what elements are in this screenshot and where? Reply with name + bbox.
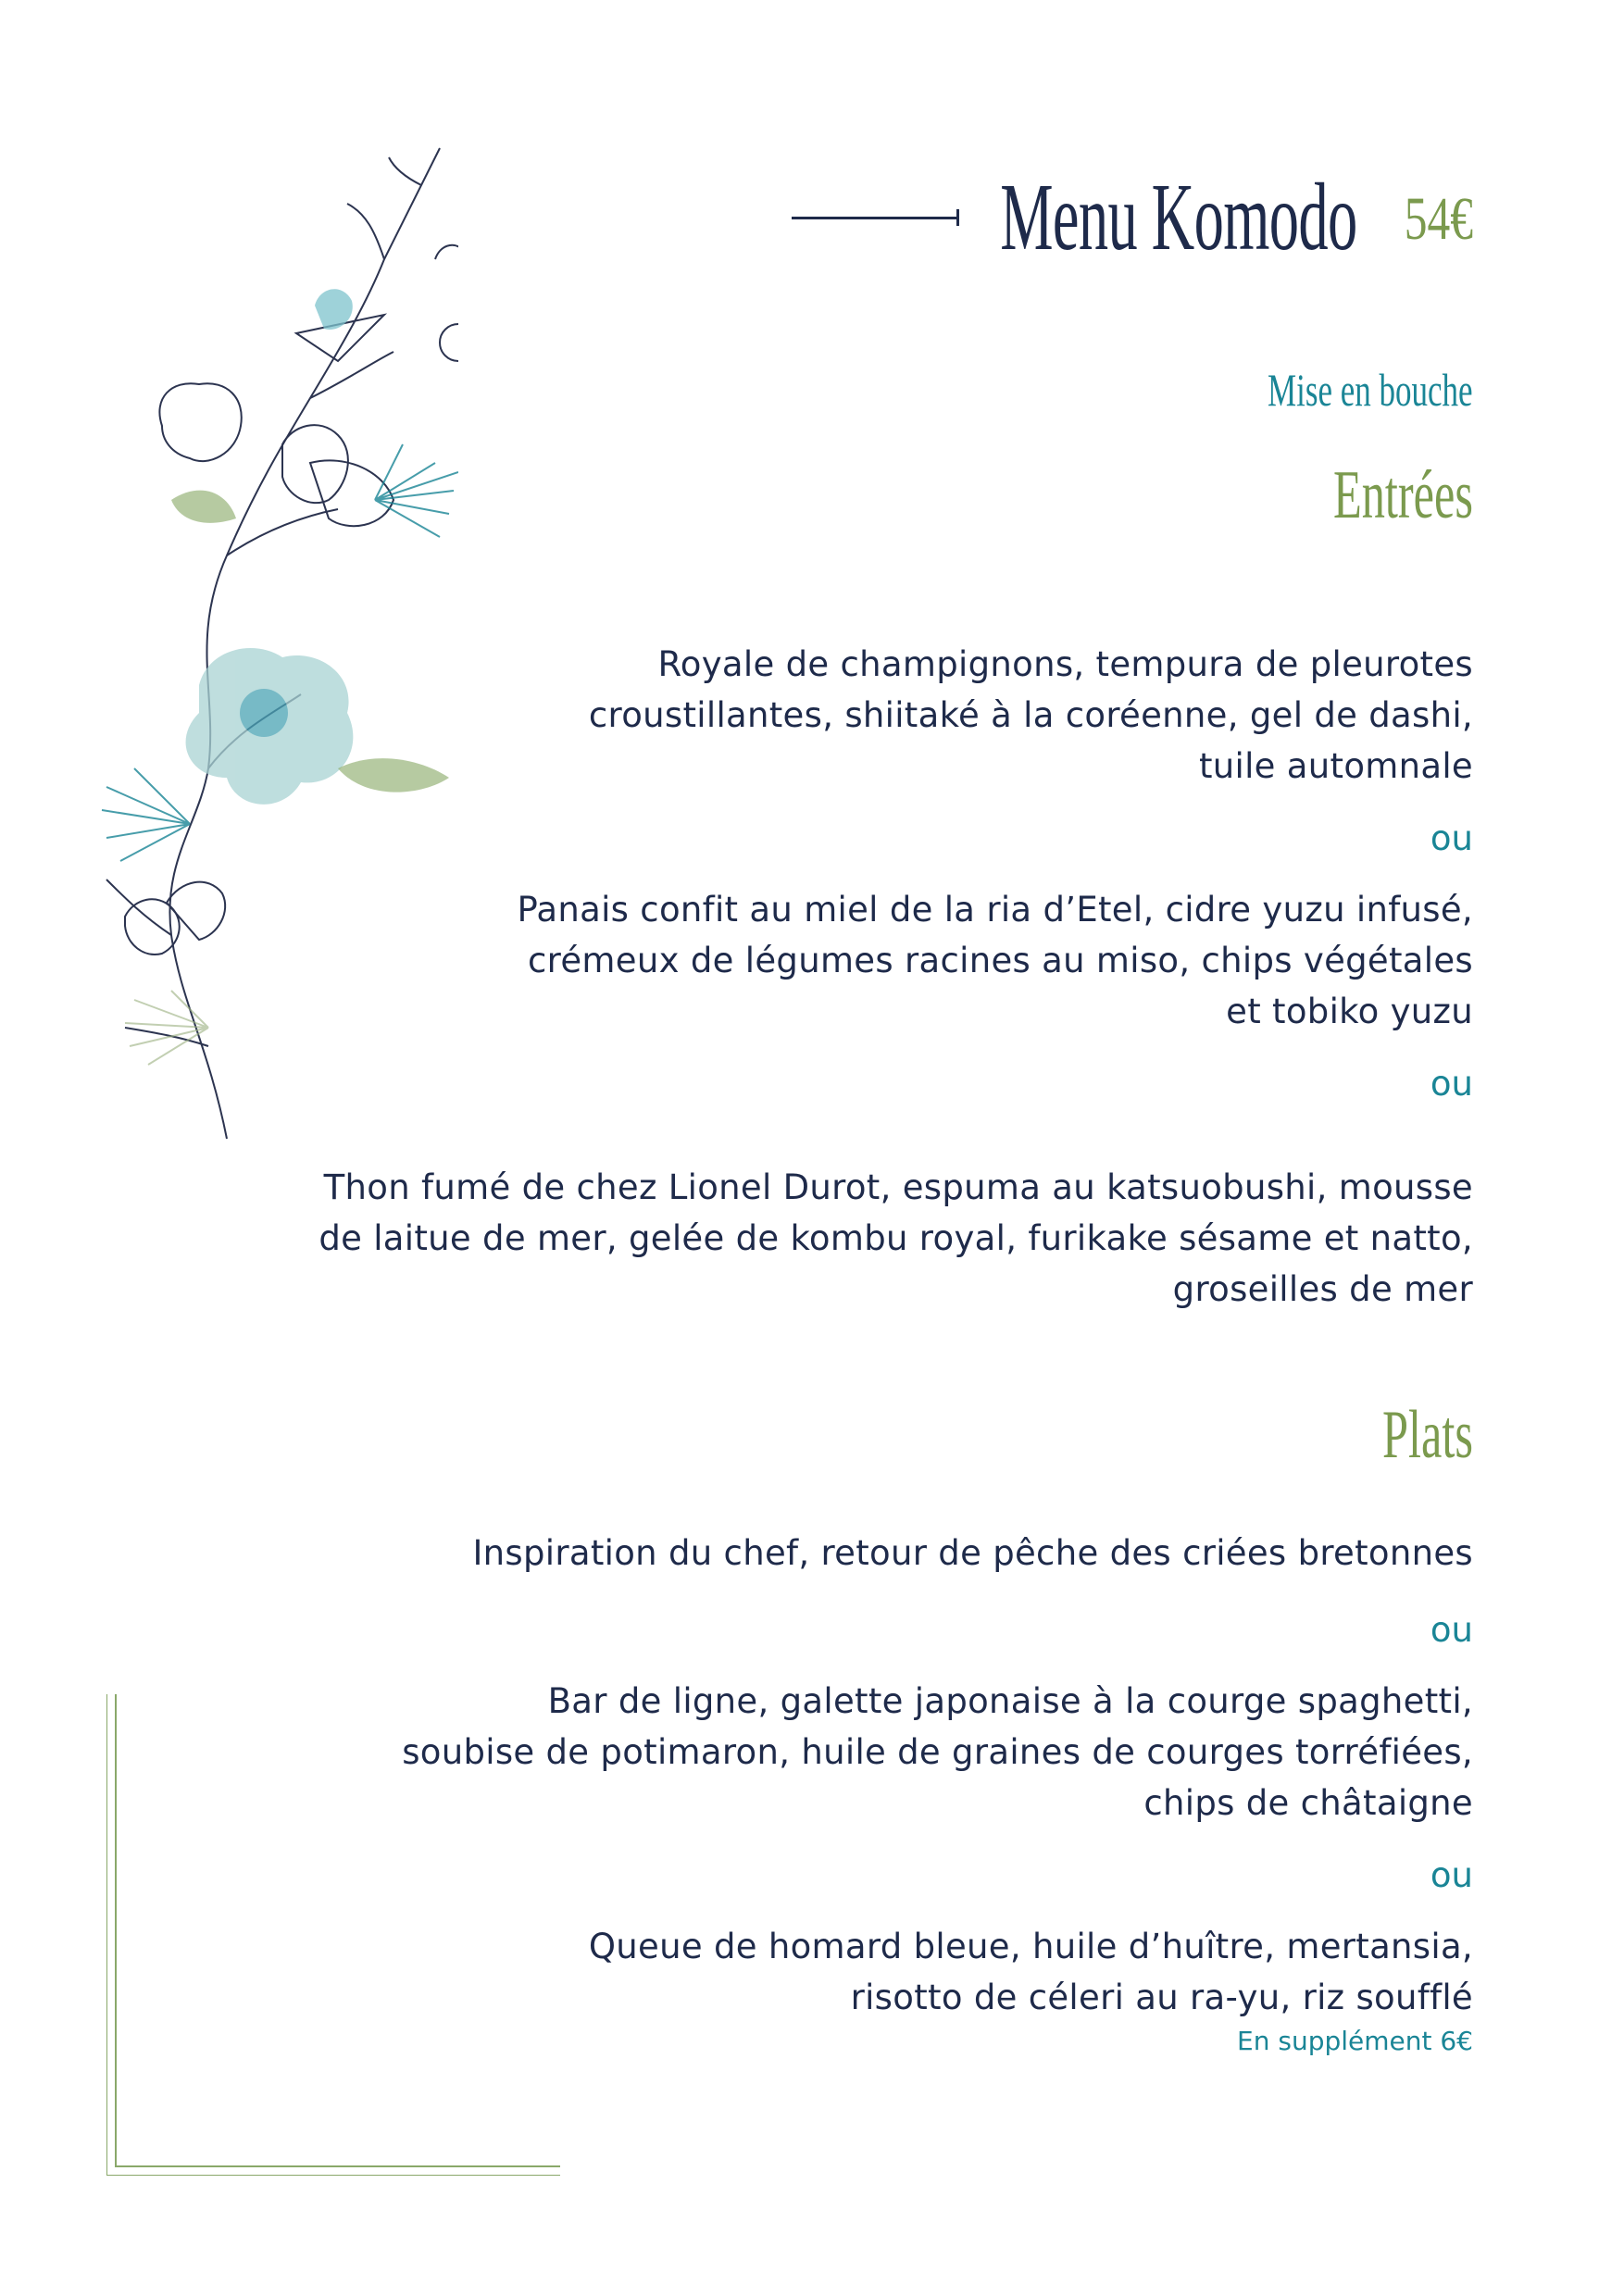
menu-header <box>792 164 1473 270</box>
dish-entree-1 <box>589 639 1473 792</box>
section-heading-plats: Plats <box>1382 1397 1473 1473</box>
dish-line: Royale de champignons, tempura de pleurotes <box>657 644 1473 684</box>
dish-line: tuile automnale <box>1198 746 1473 786</box>
dish-line: de laitue de mer, gelée de kombu royal, furikake sésame et natto, <box>319 1218 1473 1258</box>
or-separator: ou <box>1430 1855 1473 1895</box>
or-separator: ou <box>1430 1610 1473 1650</box>
or-separator: ou <box>1430 818 1473 858</box>
dish-line: risotto de céleri au ra-yu, riz soufflé <box>850 1978 1473 2017</box>
menu-price: 54€ <box>1404 185 1473 253</box>
dish-line: Inspiration du chef, retour de pêche des criées bretonnes <box>472 1533 1473 1573</box>
dish-line: Bar de ligne, galette japonaise à la courge spaghetti, <box>547 1681 1473 1721</box>
menu-title: Menu Komodo <box>1000 164 1357 270</box>
section-heading-entrees: Entrées <box>1333 457 1473 533</box>
supplement-note: En supplément 6€ <box>1237 2026 1473 2056</box>
or-separator: ou <box>1430 1064 1473 1104</box>
floral-illustration <box>69 120 458 1148</box>
dish-line: Thon fumé de chez Lionel Durot, espuma au katsuobushi, mousse <box>323 1167 1473 1207</box>
dish-line: soubise de potimaron, huile de graines de courges torréfiées, <box>402 1732 1473 1772</box>
dish-entree-3 <box>319 1162 1473 1315</box>
dish-entree-2 <box>517 884 1473 1037</box>
dish-plat-2 <box>402 1676 1473 1828</box>
title-leader-tick <box>956 209 959 226</box>
dish-line: groseilles de mer <box>1172 1269 1473 1309</box>
title-leader-line <box>792 217 958 219</box>
dish-plat-1 <box>472 1528 1473 1578</box>
dish-line: et tobiko yuzu <box>1226 992 1473 1031</box>
dish-line: crémeux de légumes racines au miso, chips végétales <box>528 941 1473 980</box>
amuse-bouche-label: Mise en bouche <box>1268 364 1473 416</box>
dish-line: croustillantes, shiitaké à la coréenne, gel de dashi, <box>588 695 1473 735</box>
dish-line: Queue de homard bleue, huile d’huître, mertansia, <box>588 1927 1473 1966</box>
dish-plat-3 <box>589 1921 1473 2060</box>
dish-line: Panais confit au miel de la ria d’Etel, cidre yuzu infusé, <box>517 890 1473 930</box>
dish-line: chips de châtaigne <box>1143 1783 1473 1823</box>
